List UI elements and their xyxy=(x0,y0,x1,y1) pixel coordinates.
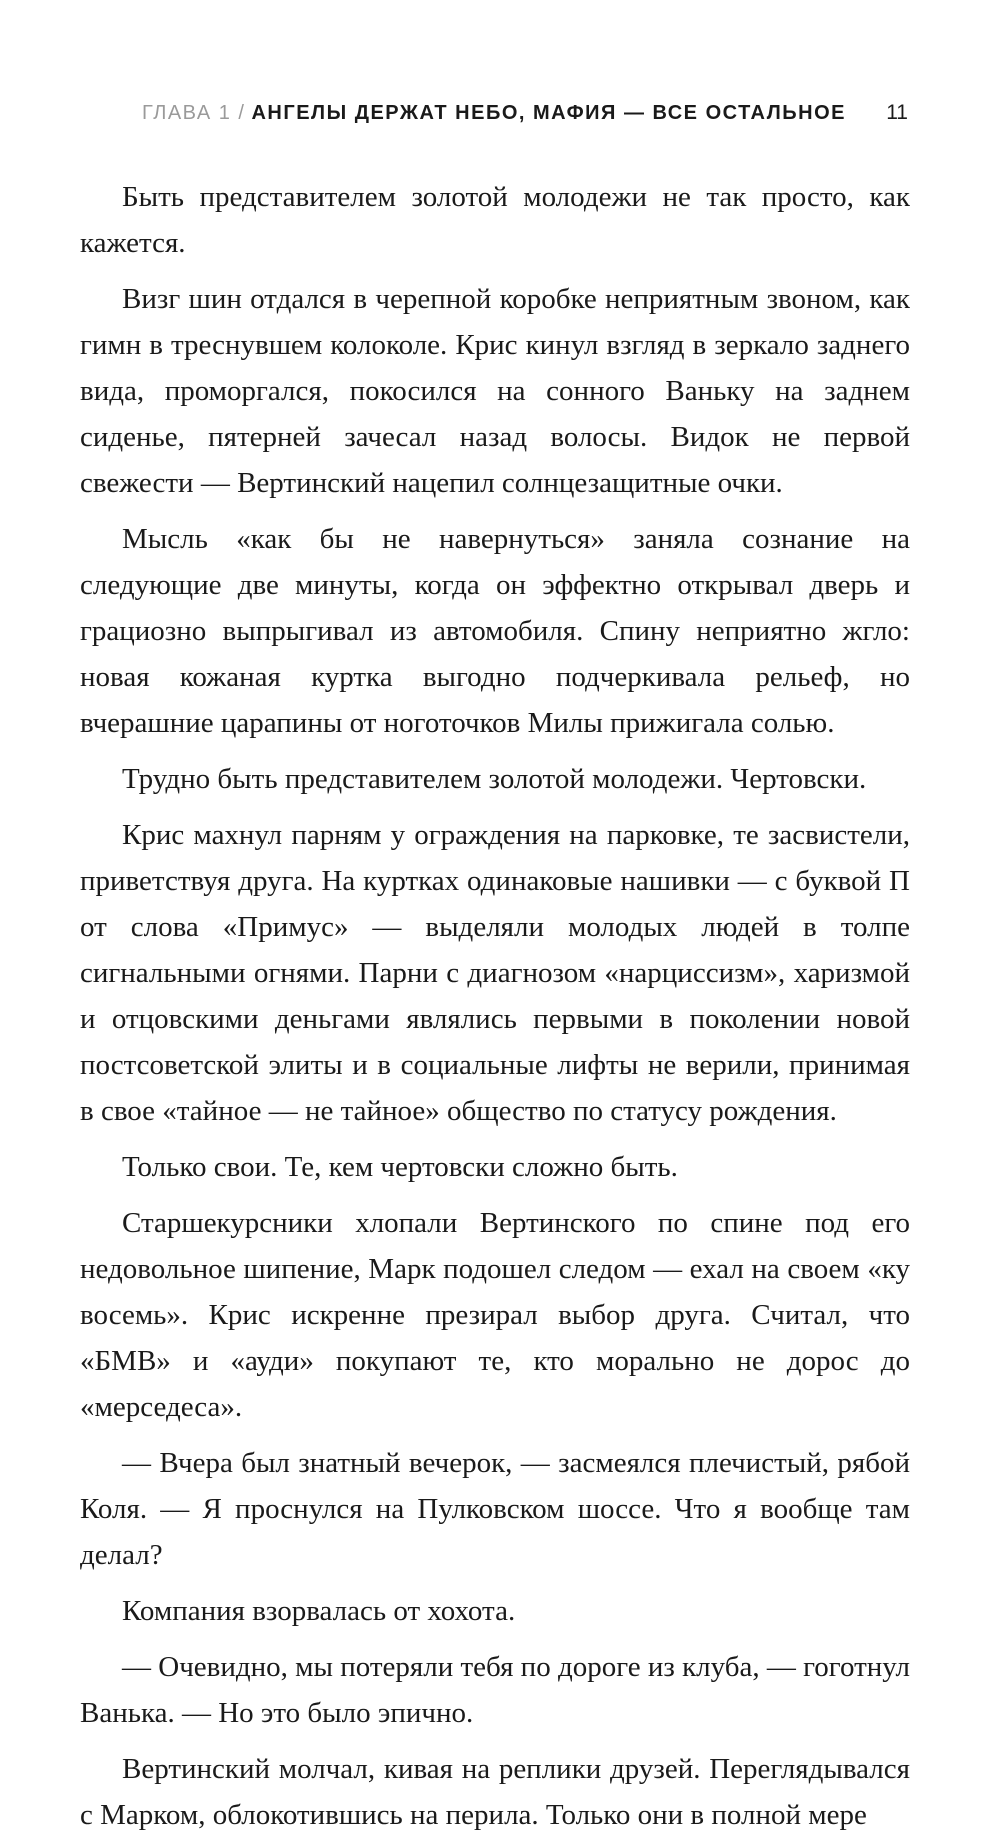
paragraph: Визг шин отдался в черепной коробке неприятным звоном, как гимн в треснувшем колоколе. Крис кинул взгляд в зеркало заднего вида, проморгался, покосился на сонного Ваньку на заднем сиденье, пятерней зачесал назад волосы. Видок не первой свежести — Вертинский нацепил солнцезащитные очки. xyxy=(80,283,910,499)
paragraph: Мысль «как бы не навернуться» заняла сознание на следующие две минуты, когда он эффектно открывал дверь и грациозно выпрыгивал из автомобиля. Спину неприятно жгло: новая кожаная куртка выгодно подчеркивала рельеф, но вчерашние царапины от ноготочков Милы прижигала солью. xyxy=(80,523,910,739)
paragraph: Старшекурсники хлопали Вертинского по спине под его недовольное шипение, Марк подошел следом — ехал на своем «ку восемь». Крис искренне презирал выбор друга. Считал, что «БМВ» и «ауди» покупают те, кто морально не дорос до «мерседеса». xyxy=(80,1207,910,1423)
page-body xyxy=(80,174,910,1848)
paragraph: Быть представителем золотой молодежи не так просто, как кажется. xyxy=(80,181,910,259)
paragraph: Крис махнул парням у ограждения на парковке, те засвистели, приветствуя друга. На куртках одинаковые нашивки — с буквой П от слова «Примус» — выделяли молодых людей в толпе сигнальными огнями. Парни с диагнозом «нарциссизм», харизмой и отцовскими деньгами являлись первыми в поколении новой постсоветской элиты и в социальные лифты не верили, принимая в свое «тайное — не тайное» общество по статусу рождения. xyxy=(80,819,910,1127)
paragraph: Трудно быть представителем золотой молодежи. Чертовски. xyxy=(122,763,867,795)
paragraph: Вертинский молчал, кивая на реплики друзей. Переглядывался с Марком, облокотившись на перила. Только они в полной мере xyxy=(80,1753,910,1831)
paragraph: — Вчера был знатный вечерок, — засмеялся плечистый, рябой Коля. — Я проснулся на Пулковском шоссе. Что я вообще там делал? xyxy=(80,1447,910,1571)
paragraph: Только свои. Те, кем чертовски сложно быть. xyxy=(122,1151,678,1183)
page-number: 11 xyxy=(886,101,908,124)
running-header xyxy=(142,98,908,128)
paragraph: Компания взорвалась от хохота. xyxy=(122,1595,516,1627)
paragraph: — Очевидно, мы потеряли тебя по дороге из клуба, — гоготнул Ванька. — Но это было эпично. xyxy=(80,1651,910,1729)
chapter-label: ГЛАВА 1 / xyxy=(142,101,246,124)
chapter-title: АНГЕЛЫ ДЕРЖАТ НЕБО, МАФИЯ — ВСЕ ОСТАЛЬНОЕ xyxy=(251,101,846,124)
